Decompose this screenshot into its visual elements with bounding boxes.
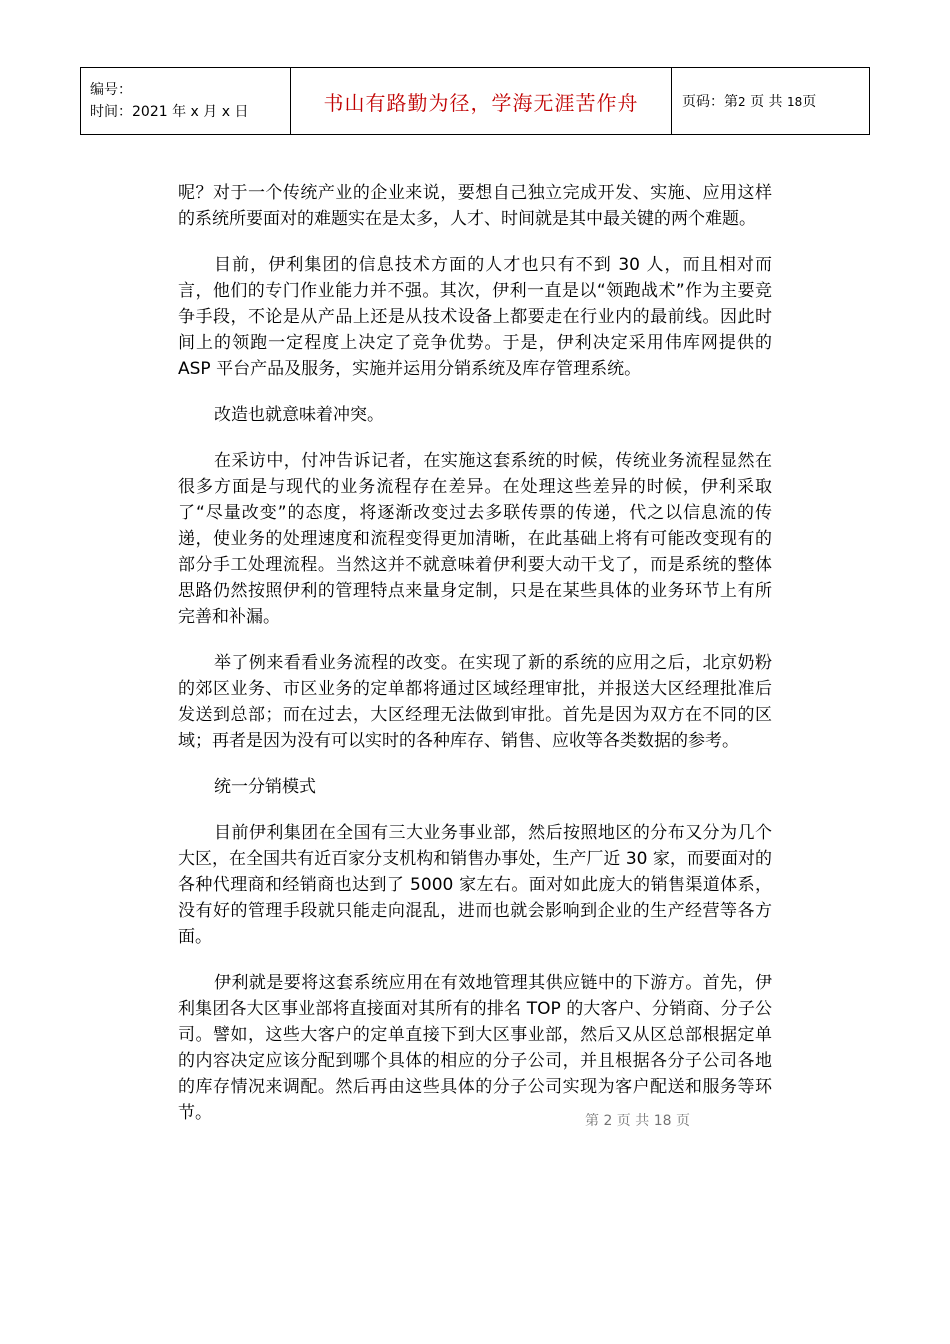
header-motto: 书山有路勤为径，学海无涯苦作舟 [291,68,672,135]
document-header [80,67,870,135]
header-meta-cell [81,68,291,135]
paragraph: 改造也就意味着冲突。 [214,405,384,425]
section-heading: 统一分销模式 [214,777,316,797]
page-suffix: 页 [802,94,817,110]
document-number-label: 编号： [90,82,132,98]
paragraph: 目前，伊利集团的信息技术方面的人才也只有不到 30 人，而且相对而言，他们的专门作业能力并不强。其次，伊利一直是以“领跑战术”作为主要竞争手段，不论是从产品上还是从技术设备上都要走在行业内的最前线。因此时间上的领跑一定程度上决定了竞争优势。于是，伊利决定采用伟库网提供的 ASP 平台产品及服务，实施并运用分销系统及库存管理系统。 [178,255,772,379]
page-prefix: 页码：第 [682,94,738,110]
document-body [178,180,772,1146]
page-number-overlay: 第 2 页 共 18 页 [585,1113,690,1129]
paragraph: 举了例来看看业务流程的改变。在实现了新的系统的应用之后，北京奶粉的郊区业务、市区业务的定单都将通过区域经理审批，并报送大区经理批准后发送到总部；而在过去，大区经理无法做到审批。首先是因为双方在不同的区域；再者是因为没有可以实时的各种库存、销售、应收等各类数据的参考。 [178,653,772,751]
document-date: 时间：2021 年 x 月 x 日 [90,104,249,120]
page-total: 18 [787,95,803,109]
paragraph: 在采访中，付冲告诉记者，在实施这套系统的时候，传统业务流程显然在很多方面是与现代的业务流程存在差异。在处理这些差异的时候，伊利采取了“尽量改变”的态度，将逐渐改变过去多联传票的传递，代之以信息流的传递，使业务的处理速度和流程变得更加清晰，在此基础上将有可能改变现有的部分手工处理流程。当然这并不就意味着伊利要大动干戈了，而是系统的整体思路仍然按照伊利的管理特点来量身定制，只是在某些具体的业务环节上有所完善和补漏。 [178,451,772,627]
paragraph: 伊利就是要将这套系统应用在有效地管理其供应链中的下游方。首先，伊利集团各大区事业部将直接面对其所有的排名 TOP 的大客户、分销商、分子公司。譬如，这些大客户的定单直接下到大区事业部，然后又从区总部根据定单的内容决定应该分配到哪个具体的相应的分子公司，并且根据各分子公司各地的库存情况来调配。然后再由这些具体的分子公司实现为客户配送和服务等环节。 [178,973,772,1123]
header-page-info [672,68,870,135]
page-mid: 页 共 [750,94,783,110]
paragraph: 目前伊利集团在全国有三大业务事业部，然后按照地区的分布又分为几个大区，在全国共有近百家分支机构和销售办事处，生产厂近 30 家，而要面对的各种代理商和经销商也达到了 5000 家左右。面对如此庞大的销售渠道体系，没有好的管理手段就只能走向混乱，进而也就会影响到企业的生产经营等各方面。 [178,823,772,947]
page-current: 2 [738,95,746,109]
paragraph: 呢？对于一个传统产业的企业来说，要想自己独立完成开发、实施、应用这样的系统所要面对的难题实在是太多，人才、时间就是其中最关键的两个难题。 [178,183,772,229]
